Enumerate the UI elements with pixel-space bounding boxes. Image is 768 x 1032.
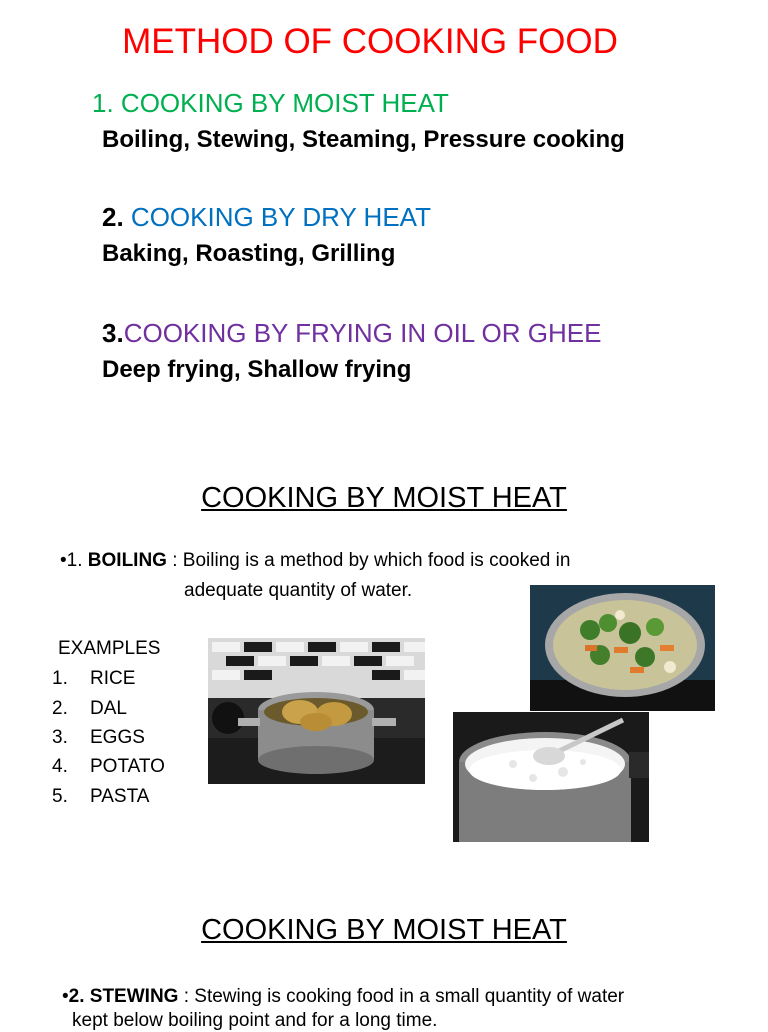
method-2-items: Baking, Roasting, Grilling — [102, 240, 396, 267]
bullet: • — [62, 986, 69, 1007]
list-item: 3. EGGS — [52, 727, 145, 748]
method-1-number: 1. — [92, 88, 114, 118]
method-3-title: COOKING BY FRYING IN OIL OR GHEE — [123, 318, 602, 348]
boiling-point — [60, 550, 570, 572]
examples-label: EXAMPLES — [58, 638, 161, 659]
method-3-heading — [102, 318, 601, 349]
stewing-point — [62, 986, 624, 1008]
list-item: 5. PASTA — [52, 786, 150, 807]
stewing-text-2: kept below boiling point and for a long time. — [72, 1010, 438, 1031]
section-2-heading: COOKING BY MOIST HEAT — [201, 914, 567, 946]
section-1-heading: COOKING BY MOIST HEAT — [201, 482, 567, 514]
boiling-term: BOILING — [87, 550, 167, 571]
stewing-text-1: : Stewing is cooking food in a small quantity of water — [178, 986, 625, 1007]
stewing-term: 2. STEWING — [68, 986, 179, 1007]
boiling-text-1: : Boiling is a method by which food is cooked in — [166, 550, 571, 571]
method-2-number: 2. — [102, 202, 124, 232]
page-title: METHOD OF COOKING FOOD — [122, 22, 618, 61]
method-1-items: Boiling, Stewing, Steaming, Pressure cooking — [102, 126, 625, 153]
method-3-number: 3. — [102, 318, 124, 348]
list-item: 4. POTATO — [52, 756, 165, 777]
method-1-heading — [92, 88, 449, 119]
method-3-items: Deep frying, Shallow frying — [102, 356, 412, 383]
rice-boiling-photo — [453, 712, 649, 842]
method-1-title: COOKING BY MOIST HEAT — [120, 88, 449, 118]
point-number: 1. — [66, 550, 83, 571]
list-item: 1. RICE — [52, 668, 136, 689]
method-2-heading — [102, 202, 431, 233]
boiling-text-2: adequate quantity of water. — [184, 580, 413, 601]
vegetables-boiling-photo — [530, 585, 715, 711]
examples-list — [52, 668, 212, 818]
method-2-title: COOKING BY DRY HEAT — [130, 202, 431, 232]
bullet: • — [60, 550, 67, 571]
potatoes-boiling-photo — [208, 638, 425, 784]
list-item: 2. DAL — [52, 698, 127, 719]
